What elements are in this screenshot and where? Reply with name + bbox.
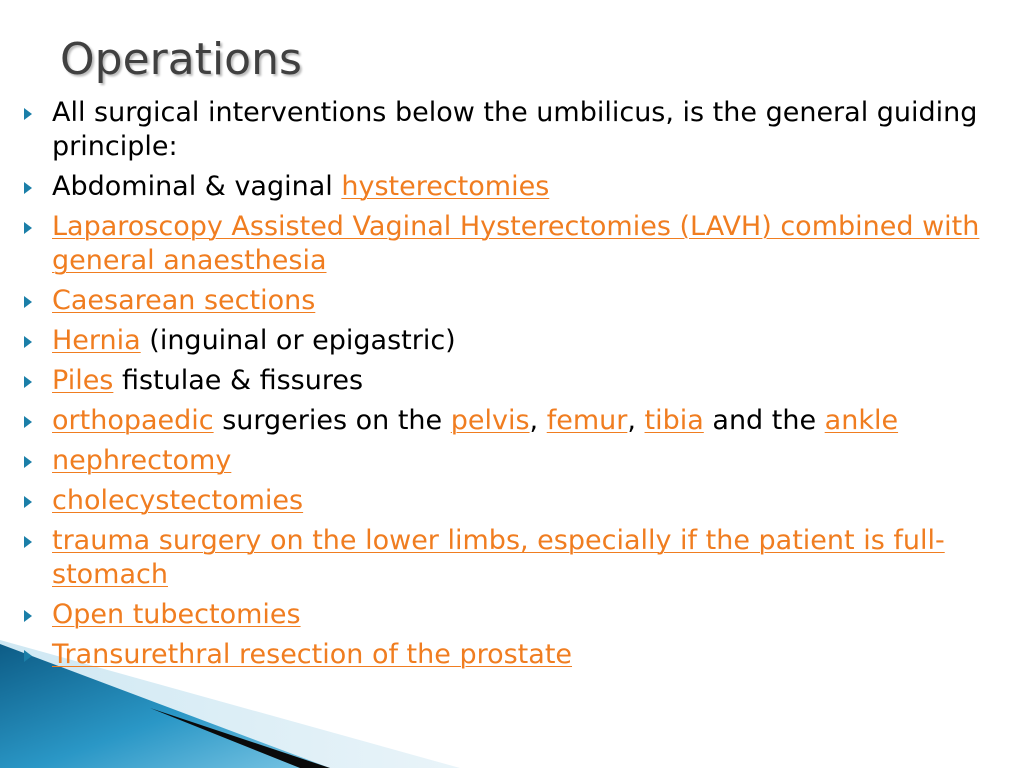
- bullet-link[interactable]: nephrectomy: [52, 445, 232, 476]
- bullet-link[interactable]: tibia: [644, 405, 704, 436]
- bullet-link[interactable]: cholecystectomies: [52, 485, 304, 516]
- triangle-bullet-icon: [24, 650, 32, 662]
- bullet-item: [0, 170, 1024, 204]
- triangle-bullet-icon: [24, 496, 32, 508]
- bullet-link[interactable]: Open tubectomies: [52, 599, 301, 630]
- slide-title: Operations: [60, 34, 302, 85]
- bullet-link[interactable]: Hernia: [52, 325, 141, 356]
- bullet-link[interactable]: Transurethral resection of the prostate: [52, 639, 573, 670]
- bullet-link[interactable]: orthopaedic: [52, 405, 214, 436]
- bullet-link[interactable]: ankle: [824, 405, 899, 436]
- bullet-link[interactable]: hysterectomies: [341, 171, 550, 202]
- bullet-item: [0, 638, 1024, 672]
- bullet-item: [0, 598, 1024, 632]
- bullet-text: fistulae & fissures: [113, 365, 364, 396]
- bullet-item: [0, 96, 1024, 164]
- triangle-bullet-icon: [24, 296, 32, 308]
- bullet-text: surgeries on the: [213, 405, 451, 436]
- bullet-item: [0, 284, 1024, 318]
- bullet-text: ,: [529, 405, 547, 436]
- bullet-text: ,: [627, 405, 645, 436]
- bullet-link[interactable]: pelvis: [450, 405, 530, 436]
- bullet-item: [0, 210, 1024, 278]
- bullet-item: [0, 444, 1024, 478]
- bullet-item: [0, 404, 1024, 438]
- bullet-link[interactable]: trauma surgery on the lower limbs, especially if the patient is full-stomach: [52, 525, 945, 590]
- triangle-bullet-icon: [24, 222, 32, 234]
- bullet-link[interactable]: femur: [546, 405, 628, 436]
- bullet-text: (inguinal or epigastric): [140, 325, 456, 356]
- bullet-text: and the: [703, 405, 825, 436]
- bullet-item: [0, 324, 1024, 358]
- bullet-item: [0, 364, 1024, 398]
- triangle-bullet-icon: [24, 108, 32, 120]
- triangle-bullet-icon: [24, 336, 32, 348]
- bullet-item: [0, 484, 1024, 518]
- triangle-bullet-icon: [24, 416, 32, 428]
- triangle-bullet-icon: [24, 610, 32, 622]
- triangle-bullet-icon: [24, 536, 32, 548]
- bullet-link[interactable]: Piles: [52, 365, 114, 396]
- triangle-bullet-icon: [24, 182, 32, 194]
- bullet-link[interactable]: Laparoscopy Assisted Vaginal Hysterectomies (LAVH) combined with general anaesthesia: [52, 211, 980, 276]
- bullet-text: Abdominal & vaginal: [52, 171, 342, 202]
- triangle-bullet-icon: [24, 376, 32, 388]
- bullet-list: [0, 96, 1024, 678]
- bullet-link[interactable]: Caesarean sections: [52, 285, 316, 316]
- bullet-item: [0, 524, 1024, 592]
- triangle-bullet-icon: [24, 456, 32, 468]
- bullet-text: All surgical interventions below the umbilicus, is the general guiding principle:: [52, 97, 978, 162]
